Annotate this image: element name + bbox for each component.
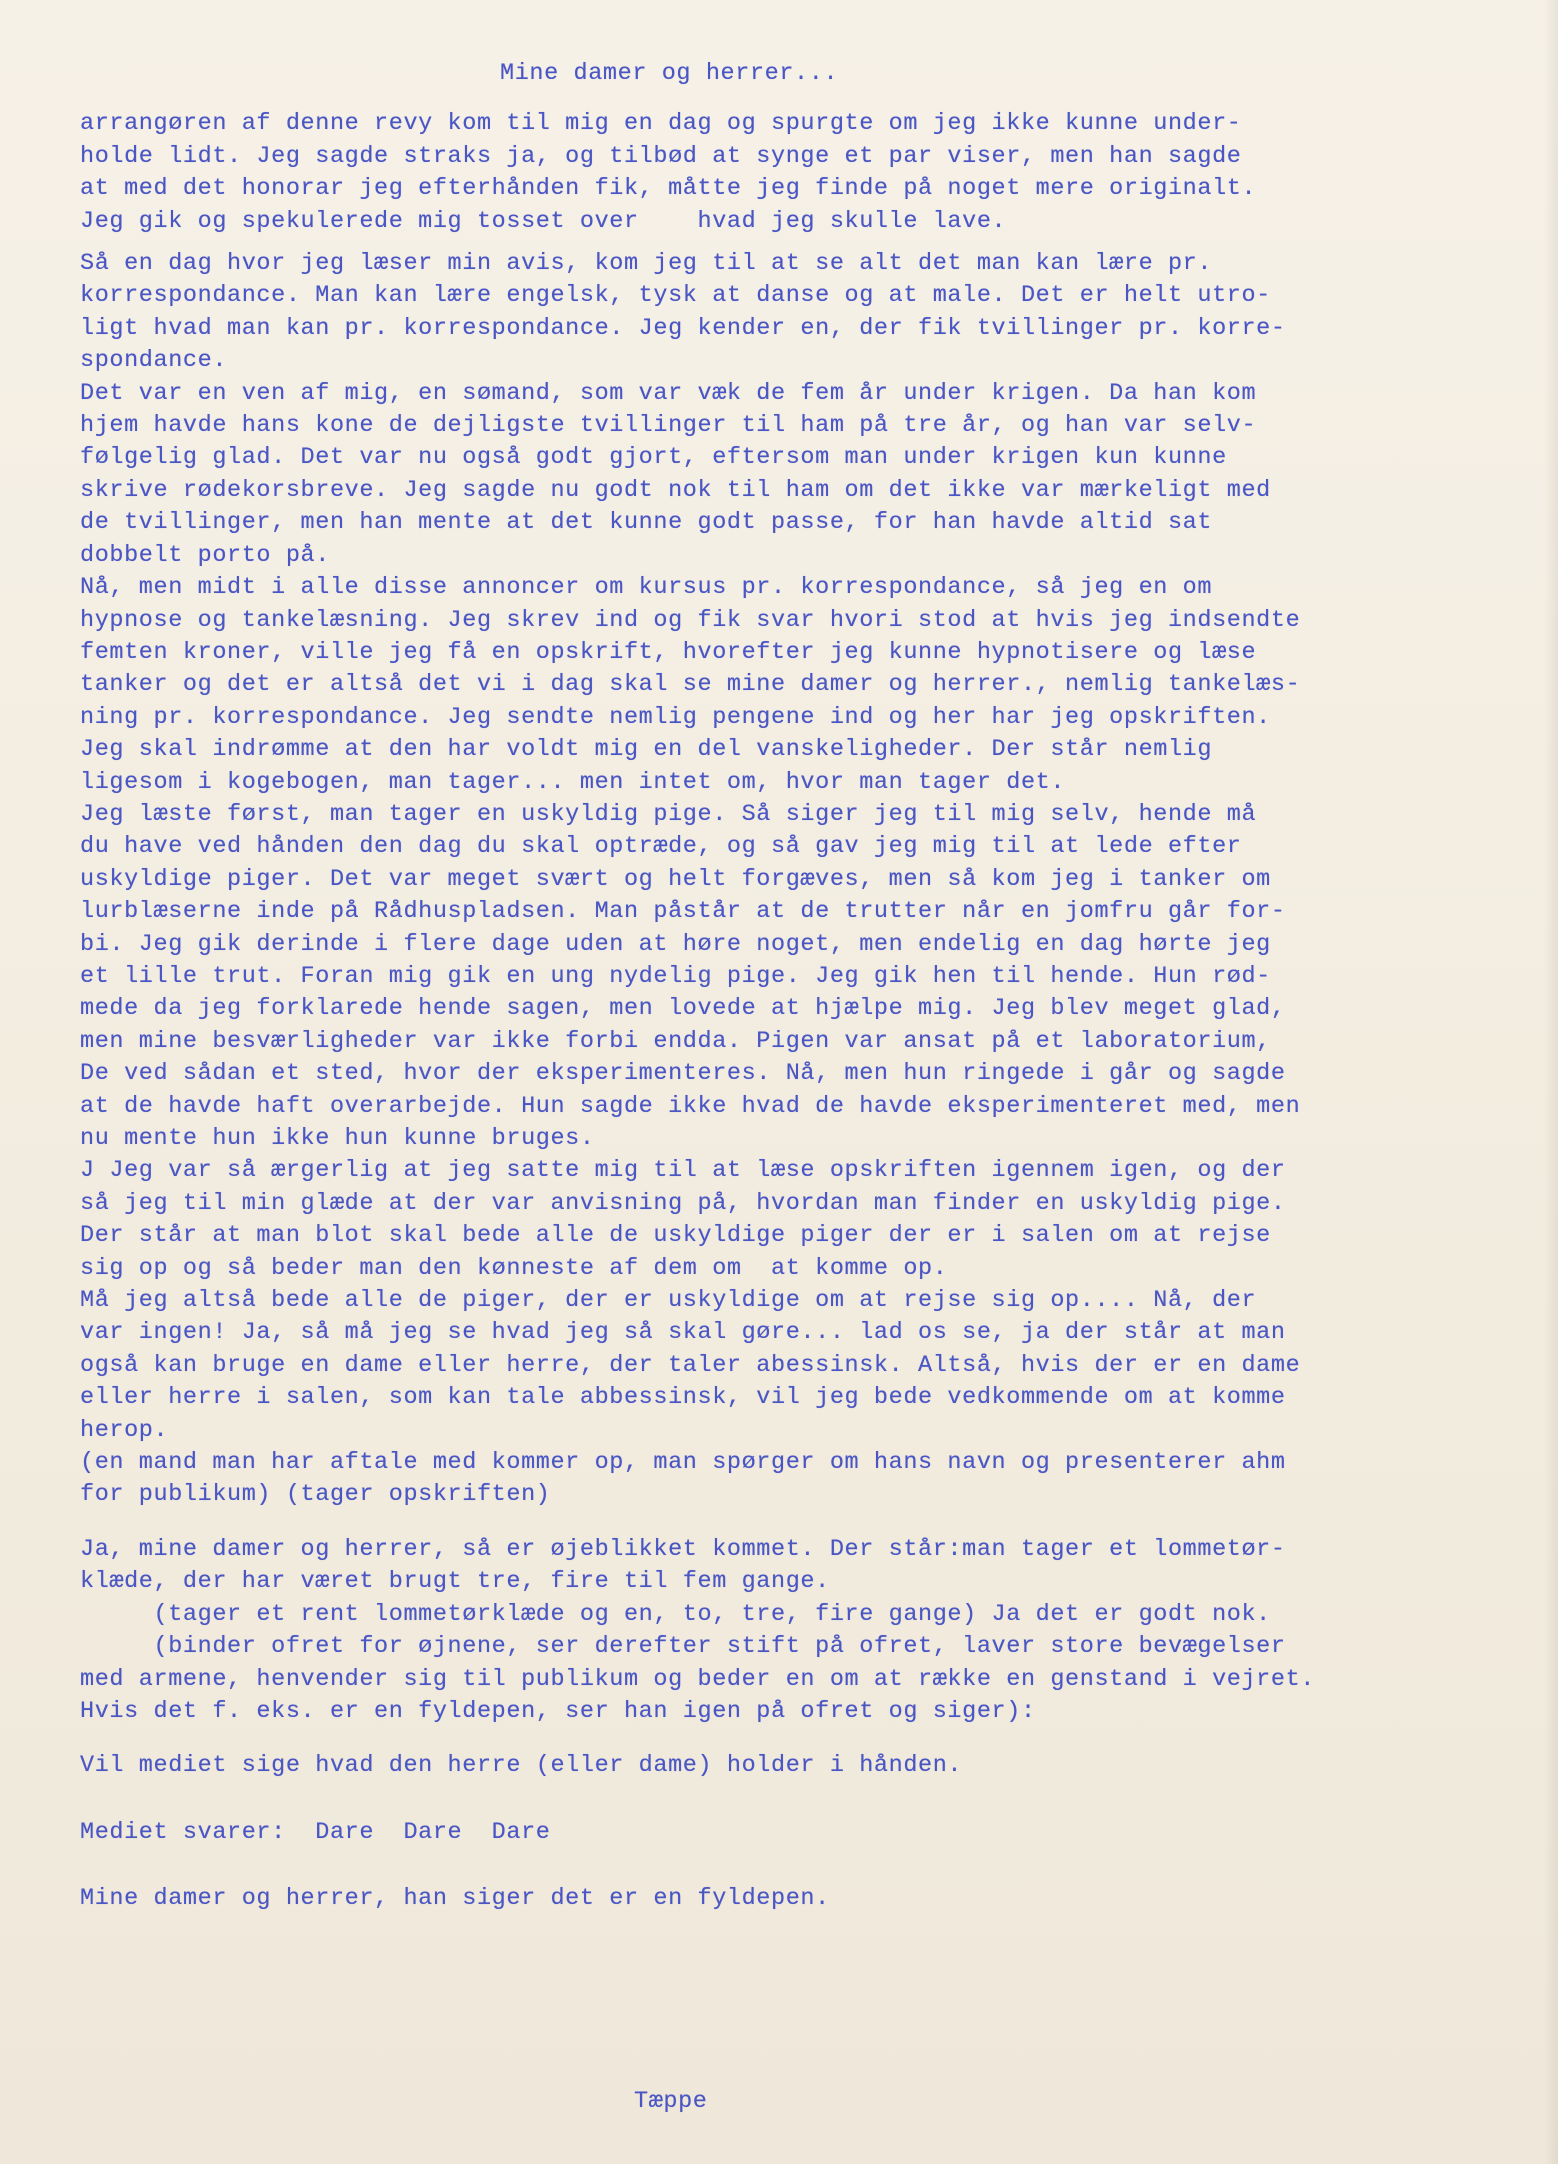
text-line: arrangøren af denne revy kom til mig en dag og spurgte om jeg ikke kunne under- <box>80 110 1242 138</box>
text-line: (en mand man har aftale med kommer op, man spørger om hans navn og presenterer ahm <box>80 1449 1286 1477</box>
text-line: Jeg læste først, man tager en uskyldig pige. Så siger jeg til mig selv, hende må <box>80 800 1257 828</box>
text-line: Mine damer og herrer, han siger det er en fyldepen. <box>80 1885 830 1913</box>
text-line: også kan bruge en dame eller herre, der taler abessinsk. Altså, hvis der er en dame <box>80 1351 1301 1379</box>
text-line: Hvis det f. eks. er en fyldepen, ser han igen på ofret og siger): <box>80 1697 1036 1725</box>
text-line: Det var en ven af mig, en sømand, som var væk de fem år under krigen. Da han kom <box>80 379 1257 407</box>
text-line: Der står at man blot skal bede alle de uskyldige piger der er i salen om at rejse <box>80 1222 1271 1250</box>
text-line: hypnose og tankelæsning. Jeg skrev ind og fik svar hvori stod at hvis jeg indsendte <box>80 606 1301 634</box>
text-line: et lille trut. Foran mig gik en ung nydelig pige. Jeg gik hen til hende. Hun rød- <box>80 962 1271 990</box>
text-line: de tvillinger, men han mente at det kunne godt passe, for han havde altid sat <box>80 509 1213 537</box>
text-line: Ja, mine damer og herrer, så er øjeblikket kommet. Der står:man tager et lommetør- <box>80 1535 1286 1563</box>
text-line: korrespondance. Man kan lære engelsk, tysk at danse og at male. Det er helt utro- <box>80 282 1271 310</box>
text-line: spondance. <box>80 347 228 375</box>
text-line: at de havde haft overarbejde. Hun sagde ikke hvad de havde eksperimenteret med, men <box>80 1092 1301 1120</box>
text-line: at med det honorar jeg efterhånden fik, måtte jeg finde på noget mere originalt. <box>80 175 1257 203</box>
text-line: uskyldige piger. Det var meget svært og helt forgæves, men så kom jeg i tanker om <box>80 865 1271 893</box>
text-line: Så en dag hvor jeg læser min avis, kom jeg til at se alt det man kan lære pr. <box>80 250 1213 278</box>
text-line: Mediet svarer: Dare Dare Dare <box>80 1818 551 1846</box>
text-line: lurblæserne inde på Rådhuspladsen. Man påstår at de trutter når en jomfru går for- <box>80 898 1286 926</box>
text-line: ligesom i kogebogen, man tager... men intet om, hvor man tager det. <box>80 768 1066 796</box>
text-line: skrive rødekorsbreve. Jeg sagde nu godt nok til ham om det ikke var mærkeligt med <box>80 476 1271 504</box>
text-line: nu mente hun ikke hun kunne bruges. <box>80 1125 595 1152</box>
text-line: du have ved hånden den dag du skal optræde, og så gav jeg mig til at lede efter <box>80 833 1242 861</box>
paragraph-answer <box>80 1817 1540 1849</box>
text-line: så jeg til min glæde at der var anvisning på, hvordan man finder en uskyldig pige. <box>80 1189 1286 1217</box>
text-line: sig op og så beder man den kønneste af dem om at komme op. <box>80 1254 948 1282</box>
text-line: femten kroner, ville jeg få en opskrift, hvorefter jeg kunne hypnotisere og læse <box>80 638 1257 666</box>
paragraph-performance <box>80 1534 1540 1728</box>
text-line: eller herre i salen, som kan tale abbessinsk, vil jeg bede vedkommende om at komme <box>80 1384 1286 1412</box>
text-line: var ingen! Ja, så må jeg se hvad jeg så skal gøre... lad os se, ja der står at man <box>80 1319 1286 1347</box>
text-line: men mine besværligheder var ikke forbi endda. Pigen var ansat på et laboratorium, <box>80 1027 1271 1055</box>
text-line: ning pr. korrespondance. Jeg sendte nemlig pengene ind og her har jeg opskriften. <box>80 703 1271 731</box>
footer-curtain: Tæppe <box>634 2088 708 2115</box>
text-line: herop. <box>80 1416 169 1444</box>
text-line: klæde, der har været brugt tre, fire til fem gange. <box>80 1568 830 1596</box>
text-line: tanker og det er altså det vi i dag skal se mine damer og herrer., nemlig tankelæs- <box>80 671 1301 699</box>
text-line: Jeg skal indrømme at den har voldt mig en del vanskeligheder. Der står nemlig <box>80 736 1213 764</box>
text-line: bi. Jeg gik derinde i flere dage uden at høre noget, men endelig en dag hørte jeg <box>80 930 1271 958</box>
text-line: (tager et rent lommetørklæde og en, to, tre, fire gange) Ja det er godt nok. <box>80 1600 1271 1628</box>
paragraph-story <box>80 248 1540 1512</box>
text-line: Vil mediet sige hvad den herre (eller dame) holder i hånden. <box>80 1752 963 1780</box>
text-line: følgelig glad. Det var nu også godt gjort, eftersom man under krigen kun kunne <box>80 444 1227 472</box>
text-line: mede da jeg forklarede hende sagen, men lovede at hjælpe mig. Jeg blev meget glad, <box>80 995 1286 1023</box>
typed-text-body <box>80 58 1540 1916</box>
text-line: hjem havde hans kone de dejligste tvillinger til ham på tre år, og han var selv- <box>80 412 1257 440</box>
paragraph-conclusion <box>80 1883 1540 1915</box>
text-line: dobbelt porto på. <box>80 541 330 569</box>
text-line: Nå, men midt i alle disse annoncer om kursus pr. korrespondance, så jeg en om <box>80 574 1213 602</box>
paragraph-intro <box>80 108 1540 238</box>
text-line: De ved sådan et sted, hvor der eksperimenteres. Nå, men hun ringede i går og sagde <box>80 1060 1286 1088</box>
text-line: for publikum) (tager opskriften) <box>80 1481 551 1509</box>
page-heading: Mine damer og herrer... <box>500 60 839 87</box>
text-line: med armene, henvender sig til publikum og beder en om at række en genstand i vejret. <box>80 1665 1315 1693</box>
text-line: Jeg gik og spekulerede mig tosset over hvad jeg skulle lave. <box>80 207 1007 235</box>
paragraph-question <box>80 1750 1540 1782</box>
text-line: Må jeg altså bede alle de piger, der er uskyldige om at rejse sig op.... Nå, der <box>80 1287 1257 1315</box>
text-line: ligt hvad man kan pr. korrespondance. Jeg kender en, der fik tvillinger pr. korre- <box>80 314 1286 342</box>
text-line: (binder ofret for øjnene, ser derefter stift på ofret, laver store bevægelser <box>80 1633 1286 1661</box>
text-line: holde lidt. Jeg sagde straks ja, og tilbød at synge et par viser, men han sagde <box>80 142 1242 170</box>
text-line: J Jeg var så ærgerlig at jeg satte mig til at læse opskriften igennem igen, og der <box>80 1157 1286 1185</box>
